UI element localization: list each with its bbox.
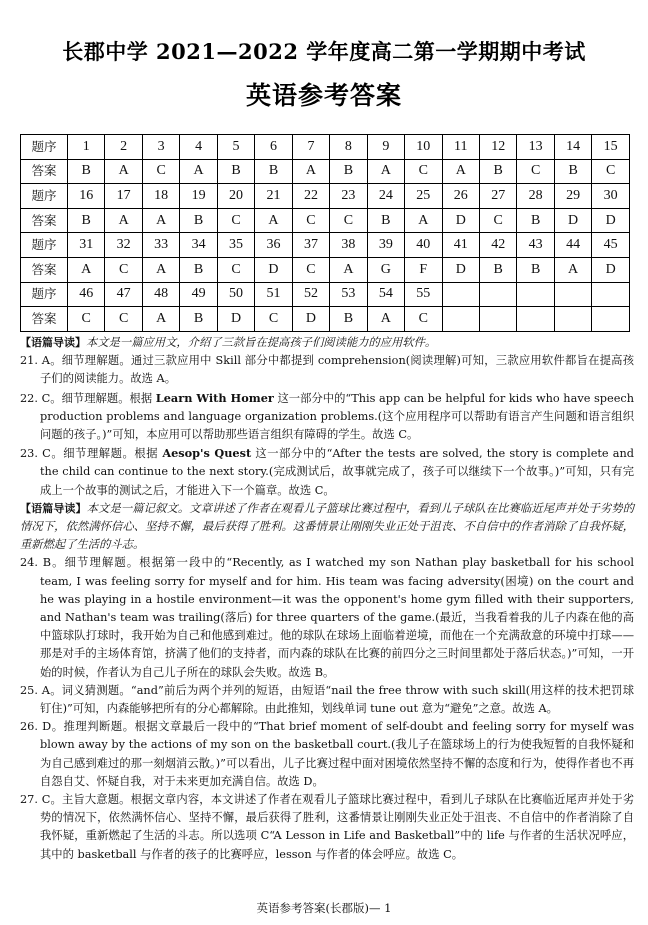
explanation-bold: Aesop's Quest — [162, 446, 252, 461]
question-number-cell: 16 — [68, 184, 105, 209]
question-number-cell: 39 — [367, 233, 404, 258]
answer-cell: C — [292, 257, 329, 282]
answer-cell: C — [330, 208, 367, 233]
answer-cell: B — [330, 159, 367, 184]
question-number-cell: 18 — [142, 184, 179, 209]
answer-row — [21, 257, 630, 282]
question-number-cell — [517, 282, 554, 307]
question-number-cell: 53 — [330, 282, 367, 307]
guide-text: 本文是一篇应用文，介绍了三款旨在提高孩子们阅读能力的应用软件。 — [86, 336, 437, 349]
answer-cell: B — [517, 208, 554, 233]
answer-cell: C — [292, 208, 329, 233]
answer-cell: B — [180, 208, 217, 233]
answer-cell: B — [330, 307, 367, 332]
row-label: 题序 — [21, 233, 68, 258]
answer-cell: C — [68, 307, 105, 332]
answer-explanation — [20, 791, 634, 864]
answer-cell: A — [405, 208, 442, 233]
answer-explanation — [20, 682, 634, 718]
explanation-text: 27. C。主旨大意题。根据文章内容，本文讲述了作者在观看儿子篮球比赛过程中，看到儿子球队在比赛临近尾声并处于劣势的情况下，依然满怀信心、坚持不懈，最后获得了胜利，这番情景让刚刚失业正处于沮丧、不自信中的作者消除了自我怀疑，重新燃起了生活的斗志。所以选项 C“A Lesson in Life and Basketball”中的 life 与作者的生活状况呼应，其中的 basketball 与作者的孩子的比赛呼应，lesson 与作者的体会呼应。故选 C。 — [20, 793, 634, 861]
question-number-cell: 15 — [592, 135, 630, 160]
question-number-cell: 9 — [367, 135, 404, 160]
question-number-cell — [592, 282, 630, 307]
answer-cell: C — [217, 257, 254, 282]
answer-explanation — [20, 554, 634, 681]
exam-title: 长郡中学 2021—2022 学年度高二第一学期期中考试 — [62, 39, 586, 64]
answer-cell: A — [142, 307, 179, 332]
question-number-cell: 44 — [554, 233, 591, 258]
question-number-cell: 46 — [68, 282, 105, 307]
answer-cell: A — [367, 307, 404, 332]
answer-cell: A — [105, 208, 142, 233]
question-number-cell: 36 — [255, 233, 292, 258]
question-number-cell: 24 — [367, 184, 404, 209]
answer-cell: A — [180, 159, 217, 184]
answer-cell: C — [517, 159, 554, 184]
question-number-cell: 10 — [405, 135, 442, 160]
question-number-cell: 30 — [592, 184, 630, 209]
question-number-cell: 52 — [292, 282, 329, 307]
question-number-cell: 37 — [292, 233, 329, 258]
answer-cell: F — [405, 257, 442, 282]
question-number-cell: 33 — [142, 233, 179, 258]
explanations — [20, 334, 634, 864]
answer-explanation — [20, 444, 634, 500]
explanation-text: 24. B。细节理解题。根据第一段中的“Recently, as I watched my son Nathan play basketball for his school team, I was feeling sorry for myself and for him. His team was facing adversity(困境) on the court and he was playing in a hostile environment—it was the opponent's home gym filled with their supporters, and Nathan's team was trailing(落后) for three quarters of the game.(最近，当我看着我的儿子内森在他的高中篮球队打球时，我开始为自己和他感到难过。他的球队在球场上面临着逆境，而他在一个充满敌意的环境中打球——那是对手的主场体育馆，挤满了他们的支持者，而内森的球队在比赛的前四分之三时间里都处于落后状态。)”可知，一开始的时候，作者认为自己儿子所在的球队会失败。故选 B。 — [20, 556, 634, 679]
answer-cell: A — [330, 257, 367, 282]
question-number-cell — [554, 282, 591, 307]
answer-cell: A — [255, 208, 292, 233]
answer-cell: B — [180, 257, 217, 282]
question-number-cell: 49 — [180, 282, 217, 307]
answer-cell: A — [367, 159, 404, 184]
question-number-cell: 14 — [554, 135, 591, 160]
explanation-pre: 23. C。细节理解题。根据 — [20, 447, 163, 461]
answer-cell: B — [517, 257, 554, 282]
answer-cell: C — [217, 208, 254, 233]
question-number-cell: 11 — [442, 135, 479, 160]
answer-cell: C — [479, 208, 516, 233]
answer-cell: D — [592, 257, 630, 282]
question-number-cell: 34 — [180, 233, 217, 258]
question-number-cell: 29 — [554, 184, 591, 209]
question-number-cell: 26 — [442, 184, 479, 209]
answer-cell: D — [217, 307, 254, 332]
answer-cell: B — [68, 159, 105, 184]
row-label: 答案 — [21, 208, 68, 233]
number-row — [21, 135, 630, 160]
answer-cell: D — [292, 307, 329, 332]
question-number-cell: 41 — [442, 233, 479, 258]
question-number-cell: 2 — [105, 135, 142, 160]
answer-cell: C — [592, 159, 630, 184]
answer-cell: B — [367, 208, 404, 233]
answer-cell — [442, 307, 479, 332]
question-number-cell: 8 — [330, 135, 367, 160]
answer-cell: A — [142, 208, 179, 233]
question-number-cell: 4 — [180, 135, 217, 160]
answer-cell — [517, 307, 554, 332]
answer-cell: A — [442, 159, 479, 184]
question-number-cell: 23 — [330, 184, 367, 209]
answer-cell: A — [554, 257, 591, 282]
row-label: 答案 — [21, 257, 68, 282]
row-label: 题序 — [21, 184, 68, 209]
question-number-cell: 22 — [292, 184, 329, 209]
row-label: 答案 — [21, 159, 68, 184]
answer-cell: C — [405, 159, 442, 184]
question-number-cell: 40 — [405, 233, 442, 258]
answer-row — [21, 208, 630, 233]
answer-explanation — [20, 352, 634, 388]
answer-cell: B — [217, 159, 254, 184]
question-number-cell: 51 — [255, 282, 292, 307]
question-number-cell: 12 — [479, 135, 516, 160]
passage-guide — [20, 500, 634, 555]
answer-cell: A — [105, 159, 142, 184]
explanation-post: 这一部分中的“This app can be helpful for kids who have speech production problems and language organization problems.(这个应用程序可以帮助有语言产生问题和语言组织问题的孩子。)”可知，本应用可以帮助那些语言组织有障碍的学生。故选 C。 — [40, 391, 635, 442]
question-number-cell: 31 — [68, 233, 105, 258]
answer-cell: A — [142, 257, 179, 282]
explanation-text: 26. D。推理判断题。根据文章最后一段中的“That brief moment of self-doubt and feeling sorry for myself was blown away by the actions of my son on the basketball court.(我儿子在篮球场上的行为使我短暂的自我怀疑和为自己感到难过的那一刻烟消云散。)”可以看出，儿子比赛过程中面对困境依然坚持不懈的态度和行为，使得作者也不再自怨自艾、怀疑自我，对于未来更加充满自信。故选 D。 — [20, 720, 634, 788]
question-number-cell: 1 — [68, 135, 105, 160]
number-row — [21, 233, 630, 258]
number-row — [21, 282, 630, 307]
question-number-cell: 48 — [142, 282, 179, 307]
explanation-pre: 22. C。细节理解题。根据 — [20, 391, 156, 405]
question-number-cell: 25 — [405, 184, 442, 209]
number-row — [21, 184, 630, 209]
answer-cell: C — [405, 307, 442, 332]
guide-tag: 【语篇导读】 — [20, 336, 86, 349]
question-number-cell: 42 — [479, 233, 516, 258]
answer-cell: B — [479, 159, 516, 184]
answer-cell: B — [554, 159, 591, 184]
row-label: 答案 — [21, 307, 68, 332]
explanation-post: 这一部分中的“After the tests are solved, the story is complete and the child can continue to the next story.(完成测试后，故事就完成了，孩子可以继续下一个故事。)”可知，只有完成上一个故事的测试之后，才能进入下一个篇章。故选 C。 — [40, 447, 635, 497]
question-number-cell: 47 — [105, 282, 142, 307]
question-number-cell: 38 — [330, 233, 367, 258]
question-number-cell: 21 — [255, 184, 292, 209]
explanation-text: 25. A。词义猜测题。“and”前后为两个并列的短语，由短语“nail the free throw with such skill(用这样的技术把罚球钉住)”可知，内森能够把所有的分心都解除。由此推知，划线单词 tune out 意为“避免”之意。故选 A。 — [20, 683, 634, 716]
question-number-cell: 28 — [517, 184, 554, 209]
page-footer: 英语参考答案(长郡版)— 1 — [256, 901, 392, 915]
explanation-text: 21. A。细节理解题。通过三款应用中 Skill 部分中都提到 comprehension(阅读理解)可知，三款应用软件都旨在提高孩子们的阅读能力。故选 A。 — [20, 354, 634, 386]
answer-key-title: 英语参考答案 — [245, 81, 402, 110]
question-number-cell: 17 — [105, 184, 142, 209]
question-number-cell: 3 — [142, 135, 179, 160]
question-number-cell: 55 — [405, 282, 442, 307]
passage-guide — [20, 334, 634, 352]
explanation-bold: Learn With Homer — [155, 390, 274, 405]
answer-cell: B — [68, 208, 105, 233]
question-number-cell: 43 — [517, 233, 554, 258]
question-number-cell: 7 — [292, 135, 329, 160]
answer-cell: D — [592, 208, 630, 233]
question-number-cell: 27 — [479, 184, 516, 209]
question-number-cell: 50 — [217, 282, 254, 307]
answer-cell: B — [255, 159, 292, 184]
answer-cell: D — [554, 208, 591, 233]
answer-cell: C — [142, 159, 179, 184]
question-number-cell: 5 — [217, 135, 254, 160]
question-number-cell: 45 — [592, 233, 630, 258]
answer-explanation — [20, 718, 634, 791]
answer-cell: D — [442, 257, 479, 282]
question-number-cell: 20 — [217, 184, 254, 209]
guide-text: 本文是一篇记叙文。文章讲述了作者在观看儿子篮球比赛过程中，看到儿子球队在比赛临近尾声并处于劣势的情况下，依然满怀信心、坚持不懈，最后获得了胜利。这番情景让刚刚失业正处于沮丧、不自信中的作者消除了自我怀疑，重新燃起了生活的斗志。 — [20, 501, 634, 552]
answer-cell — [479, 307, 516, 332]
answer-row — [21, 307, 630, 332]
row-label: 题序 — [21, 135, 68, 160]
answer-cell: C — [105, 307, 142, 332]
answer-cell — [554, 307, 591, 332]
question-number-cell — [442, 282, 479, 307]
answer-cell — [592, 307, 630, 332]
answer-cell: A — [68, 257, 105, 282]
answer-cell: G — [367, 257, 404, 282]
question-number-cell: 13 — [517, 135, 554, 160]
answer-cell: C — [255, 307, 292, 332]
answer-cell: D — [255, 257, 292, 282]
answer-explanation — [20, 389, 634, 445]
question-number-cell: 54 — [367, 282, 404, 307]
question-number-cell: 35 — [217, 233, 254, 258]
answer-cell: B — [180, 307, 217, 332]
answer-cell: B — [479, 257, 516, 282]
question-number-cell — [479, 282, 516, 307]
guide-tag: 【语篇导读】 — [20, 501, 87, 515]
answer-table — [20, 134, 630, 332]
answer-row — [21, 159, 630, 184]
answer-cell: D — [442, 208, 479, 233]
question-number-cell: 6 — [255, 135, 292, 160]
answer-cell: A — [292, 159, 329, 184]
question-number-cell: 32 — [105, 233, 142, 258]
question-number-cell: 19 — [180, 184, 217, 209]
row-label: 题序 — [21, 282, 68, 307]
answer-cell: C — [105, 257, 142, 282]
